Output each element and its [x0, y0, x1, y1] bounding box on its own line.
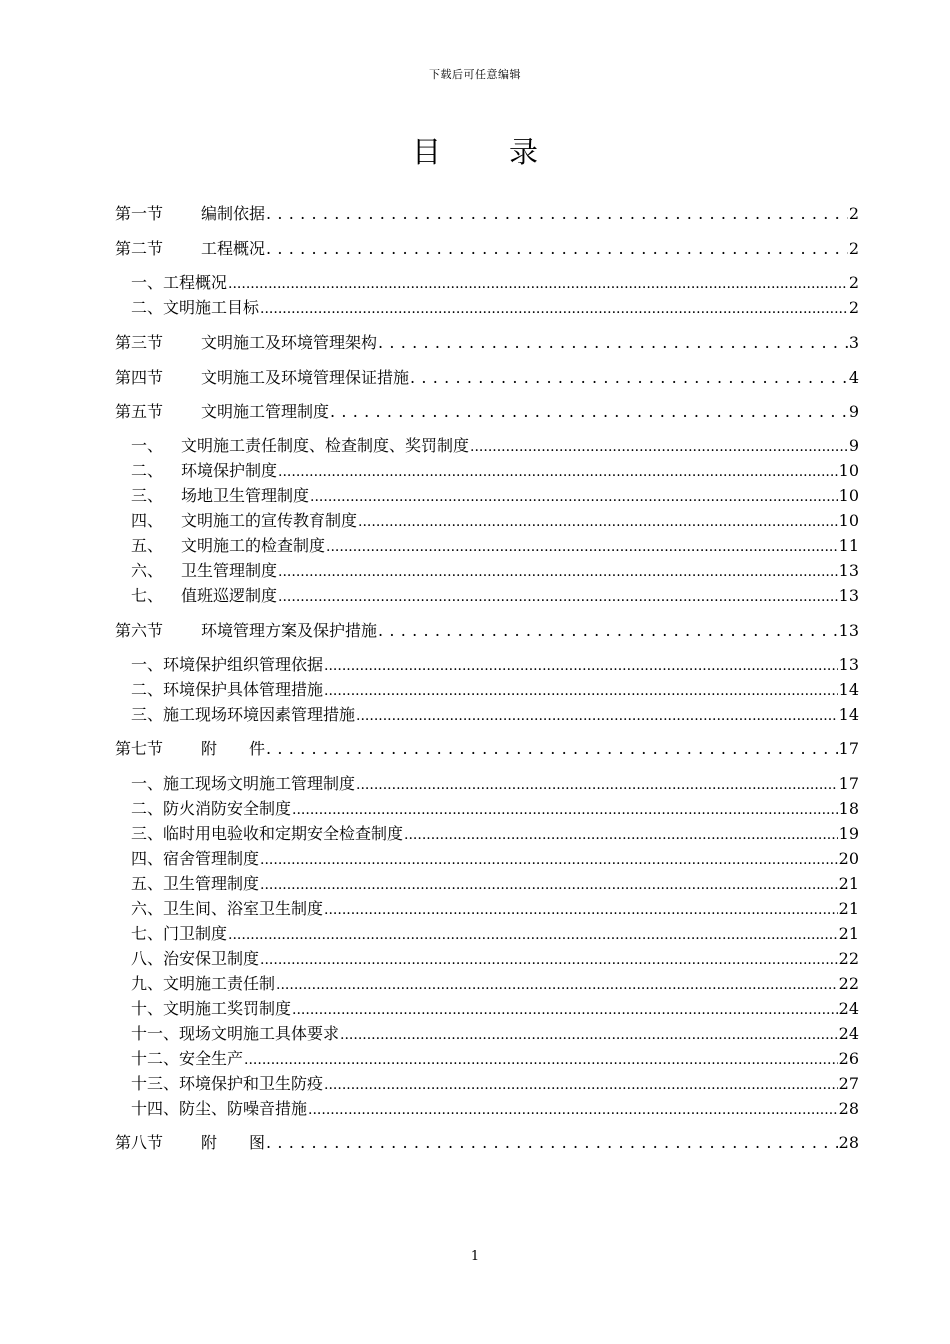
toc-entry-label: 六、卫生间、浴室卫生制度: [131, 899, 324, 918]
toc-entry-label: 文明施工的检查制度: [181, 536, 326, 555]
toc-entry-page: 24: [838, 1024, 859, 1043]
toc-section-entry[interactable]: [115, 201, 859, 223]
toc-subsection-entry[interactable]: [131, 677, 859, 699]
toc-entry-number: 二、: [131, 461, 164, 480]
toc-subsection-entry[interactable]: [131, 771, 859, 793]
toc-subsection-entry[interactable]: [131, 270, 859, 292]
toc-entry-page: 14: [838, 680, 859, 699]
toc-section-entry[interactable]: [115, 1130, 859, 1152]
toc-entry-page: 28: [838, 1133, 859, 1152]
toc-entry-label: 十四、防尘、防噪音措施: [131, 1099, 308, 1118]
toc-entry-number: 第八节: [115, 1133, 164, 1152]
toc-entry-page: 13: [838, 621, 859, 640]
toc-entry-label: 二、防火消防安全制度: [131, 799, 292, 818]
toc-entry-number: 第三节: [115, 333, 164, 352]
toc-dot-leader: [404, 824, 838, 843]
toc-entry-number: 第四节: [115, 368, 164, 387]
toc-dot-leader: [278, 461, 838, 480]
toc-entry-page: 17: [838, 774, 859, 793]
toc-entry-page: 22: [838, 974, 859, 993]
toc-dot-leader: [260, 849, 838, 868]
toc-dot-leader: [340, 1024, 838, 1043]
toc-dot-leader: [324, 899, 838, 918]
toc-entry-label: 一、施工现场文明施工管理制度: [131, 774, 356, 793]
toc-subsection-entry[interactable]: [131, 1096, 859, 1118]
toc-dot-leader: [260, 298, 848, 317]
toc-dot-leader: [308, 1099, 838, 1118]
toc-entry-label: 附 图: [201, 1133, 266, 1152]
toc-subsection-entry[interactable]: [131, 896, 859, 918]
toc-entry-label: 十、文明施工奖罚制度: [131, 999, 292, 1018]
toc-dot-leader: [276, 974, 838, 993]
toc-subsection-entry[interactable]: [131, 921, 859, 943]
toc-subsection-entry[interactable]: [131, 295, 859, 317]
toc-dot-leader: [378, 621, 838, 640]
toc-dot-leader: [266, 1133, 838, 1152]
toc-entry-number: 第五节: [115, 402, 164, 421]
toc-entry-label: 卫生管理制度: [181, 561, 278, 580]
toc-dot-leader: [356, 705, 838, 724]
title-char-2: 录: [509, 135, 539, 169]
toc-entry-label: 场地卫生管理制度: [181, 486, 310, 505]
toc-entry-label: 附 件: [201, 739, 266, 758]
toc-section-entry[interactable]: [115, 365, 859, 387]
toc-entry-label: 文明施工及环境管理保证措施: [201, 368, 410, 387]
toc-section-entry[interactable]: [115, 399, 859, 421]
toc-entry-number: 六、: [131, 561, 164, 580]
toc-entry-page: 2: [848, 298, 859, 317]
toc-entry-number: 七、: [131, 586, 164, 605]
toc-entry-page: 19: [838, 824, 859, 843]
toc-entry-page: 2: [848, 239, 859, 258]
header-note: 下载后可任意编辑: [429, 68, 521, 81]
toc-entry-label: 文明施工管理制度: [201, 402, 330, 421]
toc-entry-label: 二、文明施工目标: [131, 298, 260, 317]
toc-entry-page: 10: [838, 511, 859, 530]
toc-subsection-entry[interactable]: [131, 971, 859, 993]
toc-entry-page: 13: [838, 655, 859, 674]
toc-entry-page: 9: [848, 436, 859, 455]
toc-entry-page: 14: [838, 705, 859, 724]
toc-entry-page: 22: [838, 949, 859, 968]
toc-entry-page: 3: [848, 333, 859, 352]
toc-entry-page: 2: [848, 273, 859, 292]
toc-subsection-entry[interactable]: [131, 871, 859, 893]
toc-section-entry[interactable]: [115, 330, 859, 352]
toc-entry-page: 13: [838, 586, 859, 605]
toc-entry-page: 21: [838, 874, 859, 893]
toc-entry-label: 编制依据: [201, 204, 266, 223]
toc-entry-number: 第七节: [115, 739, 164, 758]
toc-entry-number: 一、: [131, 436, 164, 455]
toc-entry-page: 26: [838, 1049, 859, 1068]
toc-subsection-entry[interactable]: [131, 946, 859, 968]
toc-entry-label: 四、宿舍管理制度: [131, 849, 260, 868]
page-title: [0, 130, 950, 171]
toc-entry-label: 文明施工及环境管理架构: [201, 333, 378, 352]
toc-entry-page: 9: [848, 402, 859, 421]
toc-subsection-entry[interactable]: [131, 1046, 859, 1068]
toc-dot-leader: [278, 561, 838, 580]
toc-entry-page: 20: [838, 849, 859, 868]
toc-entry-page: 2: [848, 204, 859, 223]
toc-subsection-entry[interactable]: [131, 558, 859, 580]
toc-dot-leader: [244, 1049, 838, 1068]
page-number: 1: [470, 1249, 480, 1264]
toc-entry-page: 4: [848, 368, 859, 387]
toc-entry-label: 七、门卫制度: [131, 924, 228, 943]
toc-dot-leader: [356, 774, 838, 793]
toc-subsection-entry[interactable]: [131, 846, 859, 868]
toc-subsection-entry[interactable]: [131, 458, 859, 480]
toc-entry-label: 值班巡逻制度: [181, 586, 278, 605]
toc-entry-page: 10: [838, 461, 859, 480]
toc-dot-leader: [278, 586, 838, 605]
toc-subsection-entry[interactable]: [131, 533, 859, 555]
toc-entry-number: 第二节: [115, 239, 164, 258]
toc-entry-page: 24: [838, 999, 859, 1018]
toc-dot-leader: [266, 239, 848, 258]
toc-entry-label: 环境管理方案及保护措施: [201, 621, 378, 640]
toc-entry-label: 八、治安保卫制度: [131, 949, 260, 968]
toc-dot-leader: [358, 511, 838, 530]
toc-subsection-entry[interactable]: [131, 702, 859, 724]
toc-dot-leader: [260, 949, 838, 968]
toc-dot-leader: [260, 874, 838, 893]
toc-entry-number: 三、: [131, 486, 164, 505]
toc-dot-leader: [266, 739, 838, 758]
toc-entry-label: 十三、环境保护和卫生防疫: [131, 1074, 324, 1093]
toc-entry-label: 环境保护制度: [181, 461, 278, 480]
toc-subsection-entry[interactable]: [131, 796, 859, 818]
toc-section-entry[interactable]: [115, 236, 859, 258]
toc-entry-page: 21: [838, 899, 859, 918]
toc-subsection-entry[interactable]: [131, 508, 859, 530]
toc-entry-label: 二、环境保护具体管理措施: [131, 680, 324, 699]
toc-dot-leader: [228, 924, 838, 943]
toc-entry-label: 一、环境保护组织管理依据: [131, 655, 324, 674]
toc-dot-leader: [310, 486, 838, 505]
toc-entry-label: 三、临时用电验收和定期安全检查制度: [131, 824, 404, 843]
toc-entry-page: 28: [838, 1099, 859, 1118]
toc-subsection-entry[interactable]: [131, 483, 859, 505]
toc-entry-page: 18: [838, 799, 859, 818]
toc-entry-page: 13: [838, 561, 859, 580]
toc-entry-number: 四、: [131, 511, 164, 530]
toc-entry-page: 11: [838, 536, 859, 555]
toc-section-entry[interactable]: [115, 736, 859, 758]
toc-dot-leader: [266, 204, 848, 223]
toc-dot-leader: [292, 999, 838, 1018]
toc-subsection-entry[interactable]: [131, 1021, 859, 1043]
toc-subsection-entry[interactable]: [131, 583, 859, 605]
toc-entry-page: 10: [838, 486, 859, 505]
toc-entry-number: 五、: [131, 536, 164, 555]
toc-entry-label: 十一、现场文明施工具体要求: [131, 1024, 340, 1043]
toc-entry-label: 文明施工的宣传教育制度: [181, 511, 358, 530]
toc-dot-leader: [330, 402, 848, 421]
title-char-1: 目: [411, 135, 441, 169]
toc-entry-number: 第六节: [115, 621, 164, 640]
toc-subsection-entry[interactable]: [131, 996, 859, 1018]
toc-dot-leader: [410, 368, 848, 387]
toc-entry-page: 21: [838, 924, 859, 943]
toc-entry-label: 五、卫生管理制度: [131, 874, 260, 893]
toc-dot-leader: [324, 655, 838, 674]
toc-entry-label: 九、文明施工责任制: [131, 974, 276, 993]
toc-entry-label: 一、工程概况: [131, 273, 228, 292]
toc-entry-label: 文明施工责任制度、检查制度、奖罚制度: [181, 436, 470, 455]
toc-dot-leader: [470, 436, 848, 455]
toc-entry-page: 27: [838, 1074, 859, 1093]
toc-dot-leader: [378, 333, 848, 352]
toc-subsection-entry[interactable]: [131, 1071, 859, 1093]
toc-subsection-entry[interactable]: [131, 652, 859, 674]
toc-subsection-entry[interactable]: [131, 821, 859, 843]
toc-entry-number: 第一节: [115, 204, 164, 223]
toc-entry-label: 工程概况: [201, 239, 266, 258]
toc-entry-label: 三、施工现场环境因素管理措施: [131, 705, 356, 724]
toc-dot-leader: [292, 799, 838, 818]
toc-dot-leader: [324, 680, 838, 699]
toc-dot-leader: [324, 1074, 838, 1093]
toc-subsection-entry[interactable]: [131, 433, 859, 455]
toc-entry-label: 十二、安全生产: [131, 1049, 244, 1068]
toc-entry-page: 17: [838, 739, 859, 758]
toc-dot-leader: [326, 536, 838, 555]
toc-section-entry[interactable]: [115, 618, 859, 640]
toc-dot-leader: [228, 273, 848, 292]
